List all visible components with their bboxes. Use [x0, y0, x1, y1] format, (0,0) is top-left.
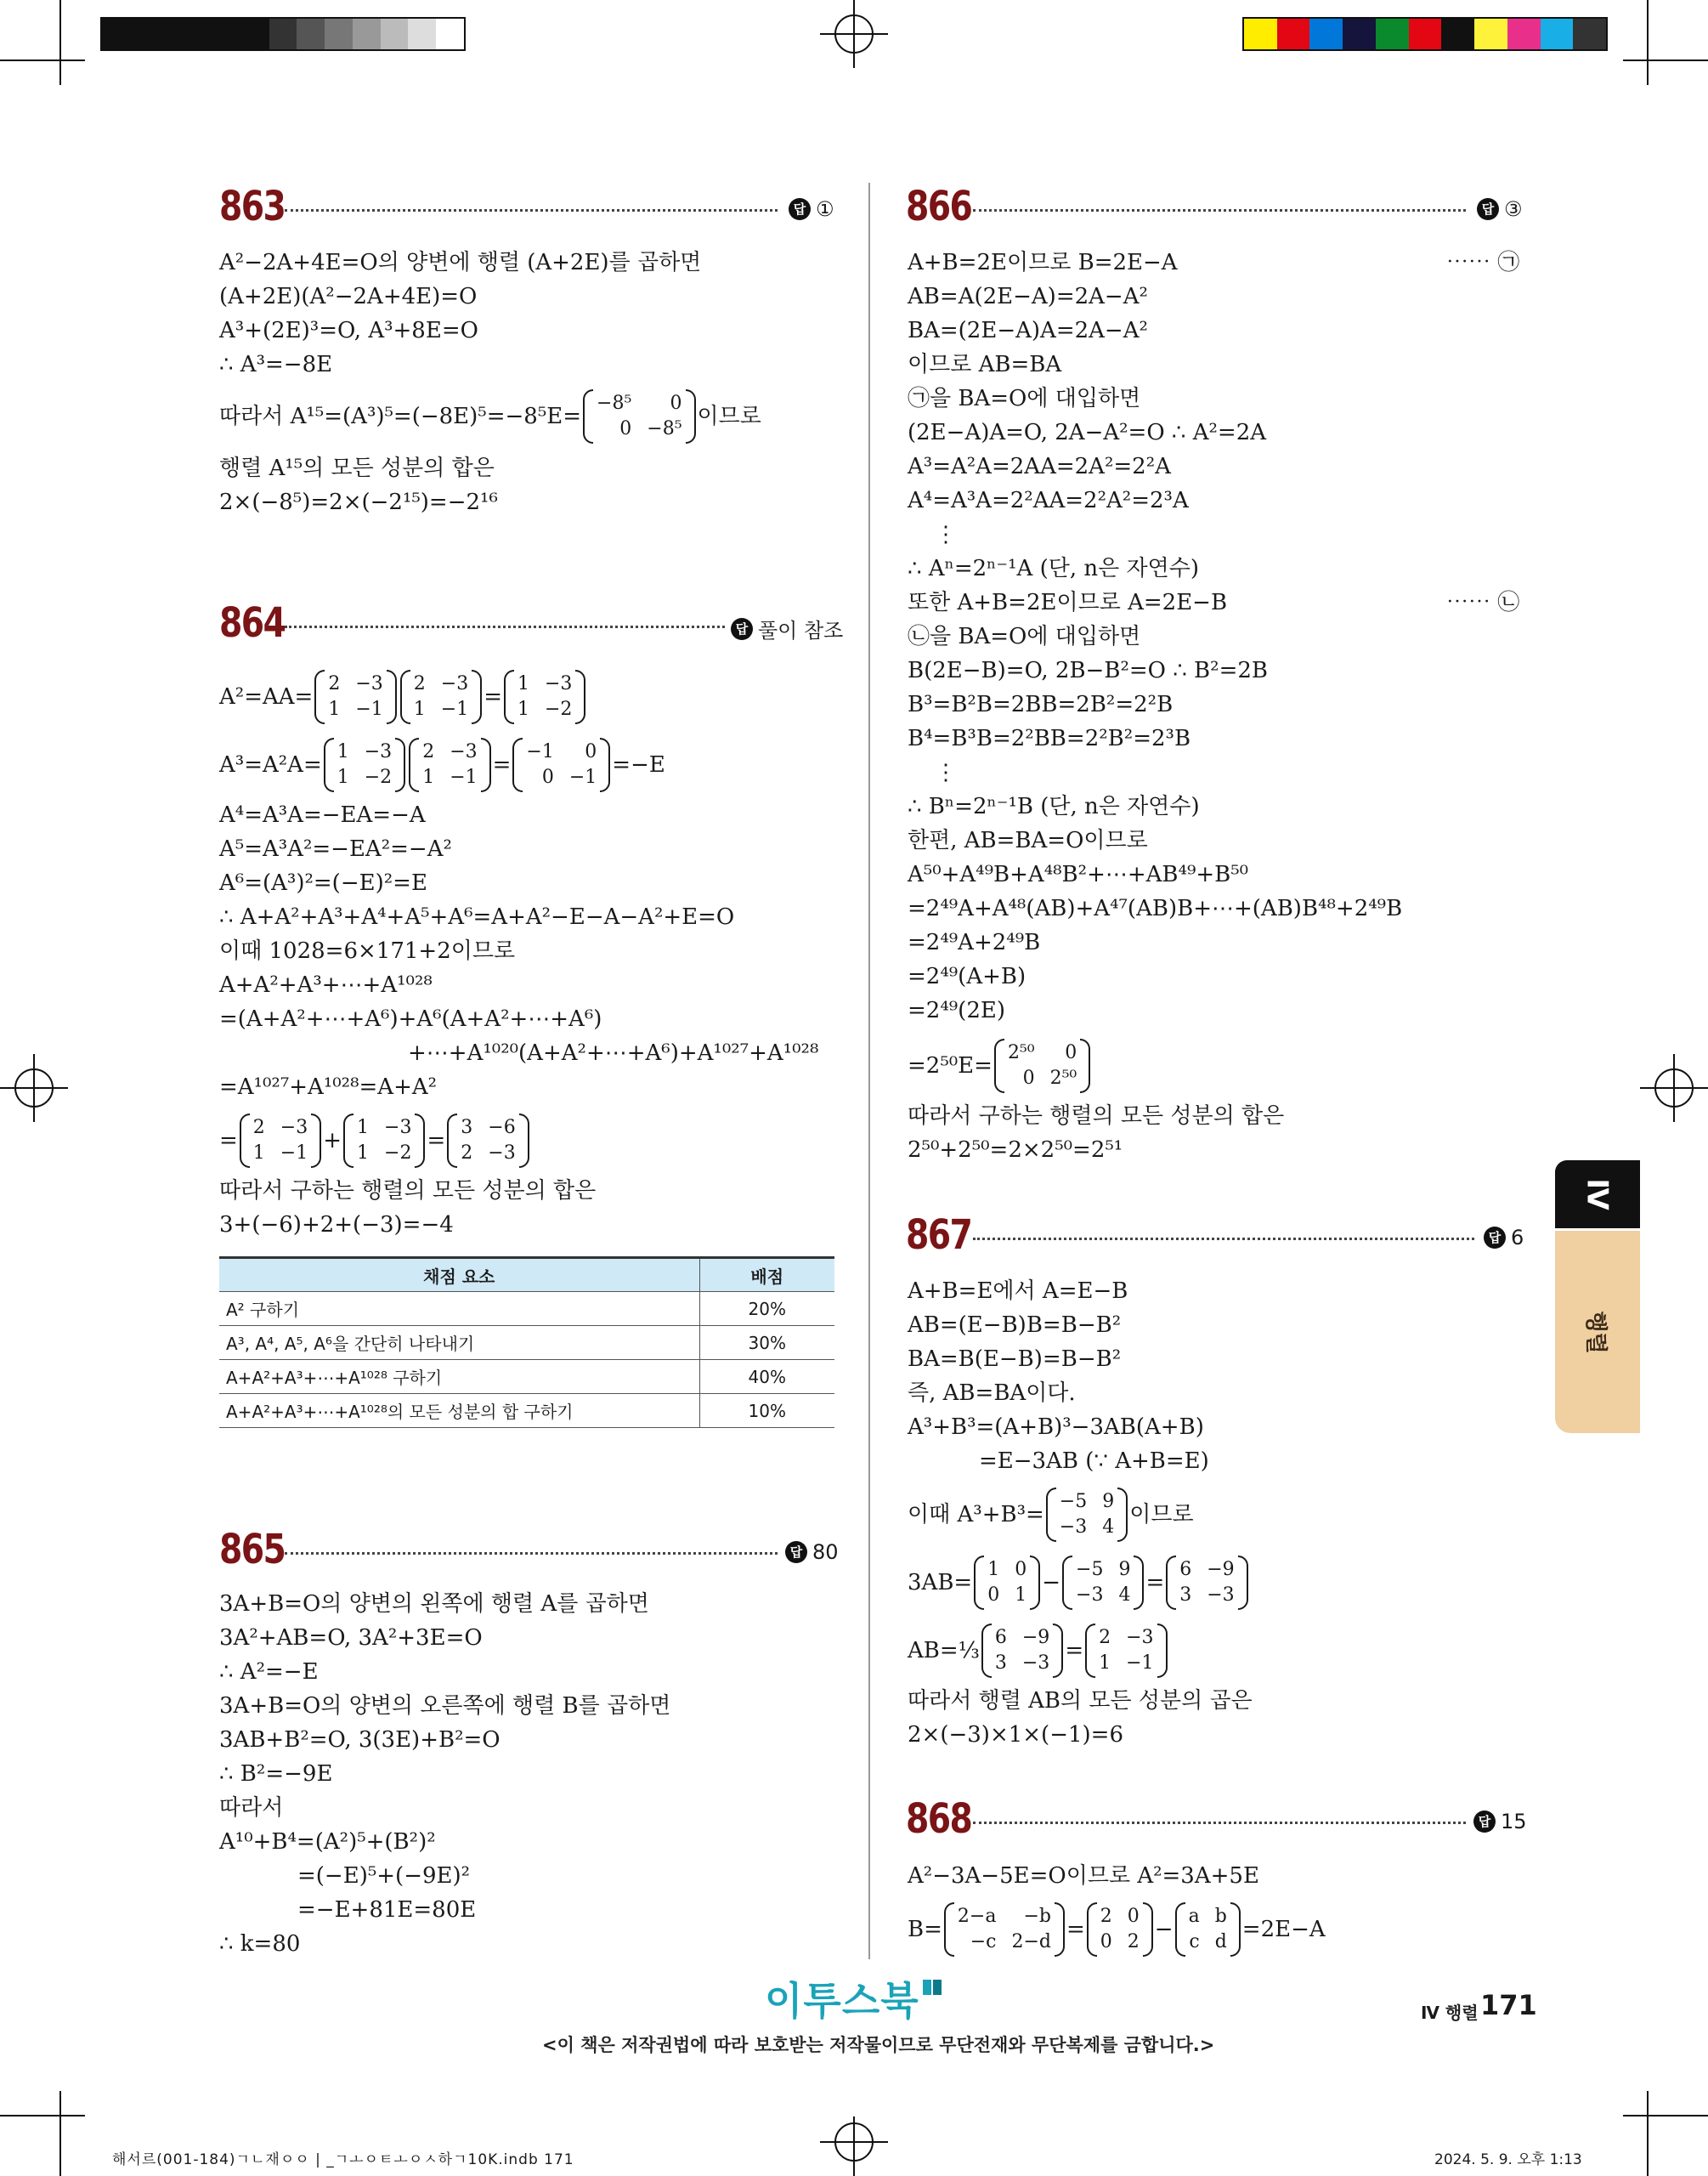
color-swatch: [1441, 19, 1474, 49]
matrix-entry: −1: [568, 767, 597, 788]
matrix-entry: −2: [545, 699, 573, 720]
leader-dots: [285, 1552, 778, 1555]
leader-dots: [973, 1238, 1474, 1240]
matrix-left-bracket: [324, 738, 334, 792]
matrix-entries: [1176, 1557, 1237, 1608]
matrix-entry: 9: [1102, 1491, 1115, 1512]
matrix-entry: −3: [384, 1117, 412, 1138]
table-row: A+A²+A³+⋯+A¹⁰²⁸ 구하기 40%: [219, 1360, 834, 1394]
matrix-left-bracket: [944, 1902, 954, 1957]
matrix-entry: 2: [422, 741, 435, 762]
solution-line: 한편, AB=BA=O이므로: [908, 828, 1148, 853]
color-swatch: [1507, 19, 1541, 49]
color-swatch: [1309, 19, 1343, 49]
matrix-entry: −3: [1207, 1584, 1235, 1606]
matrix-entry: 0: [1065, 1042, 1077, 1063]
matrix-entry: −9: [1207, 1559, 1235, 1580]
crop-mark: [1623, 60, 1708, 61]
solution-line: 따라서 구하는 행렬의 모든 성분의 합은: [908, 1103, 1285, 1129]
matrix-right-bracket: [1053, 1624, 1063, 1678]
matrix-entry: −3: [280, 1117, 308, 1138]
matrix-entry: 1: [337, 741, 349, 762]
matrix-entry: 1: [252, 1142, 265, 1164]
solution-line: =2⁴⁹A+2⁴⁹B: [908, 930, 1041, 955]
solution-line: 3+(−6)+2+(−3)=−4: [219, 1212, 454, 1238]
matrix-entry: 3: [1179, 1584, 1192, 1606]
matrix-right-bracket: [519, 1114, 529, 1168]
matrix: [400, 670, 482, 724]
matrix-left-bracket: [409, 738, 419, 792]
solution-line: B= 2−a −b −c 2−d = 2 0 0 2 − a b c d =2E−A: [908, 1897, 1326, 1962]
matrix-left-bracket: [314, 670, 325, 724]
matrix-entry: 2⁵⁰: [1049, 1068, 1077, 1089]
matrix-entry: −2: [384, 1142, 412, 1164]
matrix-entries: [593, 391, 686, 442]
matrix-entries: [353, 1115, 415, 1166]
matrix: [324, 738, 405, 792]
matrix-right-bracket: [395, 738, 405, 792]
matrix-left-bracket: [447, 1114, 457, 1168]
solution-line: =2⁵⁰E= 2⁵⁰ 0 0 2⁵⁰: [908, 1034, 1092, 1098]
color-swatch: [1573, 19, 1606, 49]
matrix-entries: [514, 672, 575, 722]
registration-mark-icon: [1640, 1046, 1708, 1130]
answer-label: 답 15: [1473, 1810, 1527, 1833]
color-swatch: [1541, 19, 1574, 49]
table-header: 배점: [699, 1258, 834, 1292]
matrix-entry: −1: [1126, 1652, 1154, 1674]
solution-line: A⁴=A³A=−EA=−A: [219, 802, 426, 828]
solution-line: 따라서 행렬 AB의 모든 성분의 곱은: [908, 1688, 1253, 1714]
matrix-entry: 3: [461, 1117, 473, 1138]
registration-mark-icon: [812, 2116, 896, 2176]
matrix-entries: [523, 740, 600, 790]
matrix: [1175, 1902, 1241, 1957]
matrix-entry: c: [1189, 1931, 1200, 1952]
chapter-footer: Ⅳ 행렬: [1421, 2003, 1479, 2023]
solution-line: = 2 −3 1 −1 + 1 −3 1 −2 = 3 −6 2 −3: [219, 1108, 531, 1173]
matrix-entry: 6: [1179, 1559, 1192, 1580]
solution-line: =A¹⁰²⁷+A¹⁰²⁸=A+A²: [219, 1074, 438, 1100]
leader-dots: [285, 209, 778, 212]
matrix-entries: [954, 1904, 1055, 1955]
matrix-entry: 0: [1127, 1906, 1140, 1927]
matrix: [583, 389, 696, 444]
matrix: [409, 738, 490, 792]
matrix: [944, 1902, 1065, 1957]
crop-mark: [59, 2091, 61, 2176]
solution-line: ∴ k=80: [219, 1931, 301, 1957]
crop-mark: [59, 0, 61, 85]
color-swatch: [1244, 19, 1277, 49]
matrix-right-bracket: [1143, 1902, 1153, 1957]
matrix-left-bracket: [240, 1114, 250, 1168]
solution-line: 3AB+B²=O, 3(3E)+B²=O: [219, 1727, 501, 1753]
equation-tag: ⋯⋯ ㉡: [1446, 590, 1520, 615]
solution-line: 이므로 AB=BA: [908, 352, 1062, 377]
matrix-entry: 4: [1118, 1584, 1131, 1606]
solution-line: =−E+81E=80E: [297, 1897, 477, 1923]
matrix-entries: [334, 740, 395, 790]
matrix-entry: −3: [355, 673, 383, 694]
matrix-entry: −6: [488, 1117, 516, 1138]
matrix-entry: −2: [364, 767, 393, 788]
matrix-entry: 0: [1015, 1559, 1027, 1580]
color-swatch: [1376, 19, 1409, 49]
matrix-entry: 1: [413, 699, 426, 720]
matrix-entries: [1004, 1040, 1080, 1091]
matrix-entry: −c: [970, 1931, 997, 1952]
solution-line: 이때 1028=6×171+2이므로: [219, 938, 516, 964]
solution-line: A⁶=(A³)²=(−E)²=E: [219, 870, 427, 896]
matrix-entries: [419, 740, 480, 790]
solution-line: BA=B(E−B)=B−B²: [908, 1346, 1122, 1372]
chapter-tab: Ⅳ: [1555, 1160, 1640, 1228]
matrix-left-bracket: [1062, 1556, 1072, 1610]
solution-line: 따라서 A¹⁵=(A³)⁵=(−8E)⁵=−8⁵E= −8⁵ 0 0 −8⁵ 이므로: [219, 384, 761, 449]
solution-line: =(−E)⁵+(−9E)²: [297, 1863, 471, 1889]
solution-line: BA=(2E−A)A=2A−A²: [908, 318, 1148, 343]
answer-badge-icon: 답: [1484, 1227, 1506, 1249]
leader-dots: [973, 1822, 1466, 1824]
matrix-entry: 1: [328, 699, 341, 720]
matrix-right-bracket: [1055, 1902, 1065, 1957]
solution-line: A²=AA= 2 −3 1 −1 2 −3 1 −1 = 1 −3 1 −2: [219, 665, 587, 729]
equation-tag: ⋯⋯ ㉠: [1446, 250, 1520, 275]
solution-line: 2×(−8⁵)=2×(−2¹⁵)=−2¹⁶: [219, 490, 498, 515]
matrix-entries: [992, 1625, 1053, 1676]
matrix-entry: 2: [1127, 1931, 1140, 1952]
solution-line: (2E−A)A=O, 2A−A²=O ∴ A²=2A: [908, 420, 1267, 445]
answer-label: 답 80: [785, 1540, 839, 1564]
matrix-entry: −3: [364, 741, 393, 762]
matrix-right-bracket: [472, 670, 482, 724]
matrix: [974, 1556, 1040, 1610]
matrix-entry: 2: [1100, 1906, 1112, 1927]
color-swatch: [1343, 19, 1376, 49]
problem-number: 864: [219, 599, 286, 647]
matrix-entry: −3: [1126, 1627, 1154, 1648]
solution-line: ∴ Aⁿ=2ⁿ⁻¹A (단, n은 자연수): [908, 556, 1200, 581]
solution-line: A³+(2E)³=O, A³+8E=O: [219, 318, 478, 343]
matrix-entry: 0: [987, 1584, 1000, 1606]
solution-line: A²−3A−5E=O이므로 A²=3A+5E: [908, 1863, 1259, 1889]
matrix-entry: 0: [619, 418, 632, 439]
solution-line: A⁵=A³A²=−EA²=−A²: [219, 836, 452, 862]
chapter-tab-label: 행렬: [1555, 1231, 1640, 1433]
matrix-entry: −1: [450, 767, 478, 788]
leader-dots: [973, 209, 1466, 212]
crop-mark: [0, 2115, 85, 2116]
solution-line: 따라서 구하는 행렬의 모든 성분의 합은: [219, 1178, 597, 1204]
solution-line: ∴ B²=−9E: [219, 1761, 333, 1787]
matrix-entry: 2: [1099, 1627, 1111, 1648]
matrix-entry: 2⁵⁰: [1007, 1042, 1035, 1063]
matrix-left-bracket: [1175, 1902, 1185, 1957]
matrix-entry: −1: [280, 1142, 308, 1164]
matrix-entry: −3: [1021, 1652, 1050, 1674]
solution-line: +⋯+A¹⁰²⁰(A+A²+⋯+A⁶)+A¹⁰²⁷+A¹⁰²⁸: [408, 1040, 819, 1066]
crop-mark: [1647, 2091, 1649, 2176]
solution-line: ⋮: [935, 760, 957, 785]
color-calibration-bar: [1242, 17, 1608, 51]
matrix-left-bracket: [504, 670, 514, 724]
book-icon: [921, 1976, 943, 1998]
solution-line: 3A+B=O의 양변의 왼쪽에 행렬 A를 곱하면: [219, 1591, 649, 1617]
matrix: [1062, 1556, 1144, 1610]
answer-badge-icon: 답: [785, 1541, 807, 1563]
matrix-entry: −9: [1021, 1627, 1050, 1648]
copyright-notice: <이 책은 저작권법에 따라 보호받는 저작물이므로 무단전재와 무단복제를 금합니다.>: [542, 2035, 1215, 2055]
solution-line: A+B=2E이므로 B=2E−A: [908, 250, 1178, 275]
matrix-left-bracket: [1046, 1488, 1056, 1542]
matrix-entries: [250, 1115, 311, 1166]
solution-line: =2⁴⁹(2E): [908, 998, 1005, 1023]
matrix-entry: 0: [1022, 1068, 1035, 1089]
matrix: [314, 670, 396, 724]
solution-line: B(2E−B)=O, 2B−B²=O ∴ B²=2B: [908, 658, 1269, 683]
matrix-entry: −3: [488, 1142, 516, 1164]
matrix-left-bracket: [1166, 1556, 1176, 1610]
matrix-entries: [325, 672, 386, 722]
matrix-entries: [1185, 1904, 1230, 1955]
crop-mark: [1647, 0, 1649, 85]
matrix-right-bracket: [600, 738, 610, 792]
matrix-entry: 2: [328, 673, 341, 694]
matrix-entry: 1: [517, 699, 529, 720]
solution-line: B⁴=B³B=2²BB=2²B²=2³B: [908, 726, 1191, 751]
solution-line: A³=A²A= 1 −3 1 −2 2 −3 1 −1 = −1 0 0 −1 =−E: [219, 733, 665, 797]
solution-line: ⋮: [935, 522, 957, 547]
solution-line: ∴ A²=−E: [219, 1659, 319, 1685]
publisher-logo: 이투스북: [765, 1970, 943, 2026]
matrix: [1087, 1902, 1153, 1957]
solution-line: AB=A(2E−A)=2A−A²: [908, 284, 1148, 309]
answer-label: 답 ①: [789, 197, 834, 221]
matrix-entry: 2: [413, 673, 426, 694]
solution-line: A⁵⁰+A⁴⁹B+A⁴⁸B²+⋯+AB⁴⁹+B⁵⁰: [908, 862, 1249, 887]
matrix-entry: −3: [440, 673, 469, 694]
matrix-left-bracket: [1085, 1624, 1095, 1678]
matrix-entry: −3: [1059, 1516, 1088, 1538]
column-divider: [868, 183, 870, 1959]
gray-calibration-bar: [100, 17, 466, 51]
solution-line: =2⁴⁹A+A⁴⁸(AB)+A⁴⁷(AB)B+⋯+(AB)B⁴⁸+2⁴⁹B: [908, 896, 1403, 921]
matrix-entry: 4: [1102, 1516, 1115, 1538]
solution-line: 또한 A+B=2E이므로 A=2E−B: [908, 590, 1228, 615]
matrix-left-bracket: [583, 389, 593, 444]
matrix-entry: −8⁵: [647, 418, 682, 439]
matrix-entry: −3: [545, 673, 573, 694]
matrix-entry: −b: [1023, 1906, 1051, 1927]
solution-line: 따라서: [219, 1795, 284, 1821]
solution-line: AB=(E−B)B=B−B²: [908, 1312, 1122, 1338]
crop-mark: [1623, 2115, 1708, 2116]
solution-line: ㉠을 BA=O에 대입하면: [908, 386, 1141, 411]
matrix-entry: 2: [252, 1117, 265, 1138]
matrix-left-bracket: [1087, 1902, 1097, 1957]
solution-line: A¹⁰+B⁴=(A²)⁵+(B²)²: [219, 1829, 436, 1855]
solution-line: ∴ A+A²+A³+A⁴+A⁵+A⁶=A+A²−E−A−A²+E=O: [219, 904, 735, 930]
matrix-entry: −5: [1076, 1559, 1104, 1580]
answer-label: 답 ③: [1477, 197, 1523, 221]
matrix-entry: 1: [422, 767, 435, 788]
matrix-right-bracket: [311, 1114, 321, 1168]
matrix-entry: −1: [526, 741, 554, 762]
matrix-right-bracket: [415, 1114, 425, 1168]
answer-badge-icon: 답: [789, 198, 811, 220]
table-row: A³, A⁴, A⁵, A⁶을 간단히 나타내기 30%: [219, 1326, 834, 1360]
matrix-right-bracket: [686, 389, 696, 444]
matrix-right-bracket: [1080, 1039, 1090, 1093]
table-row: A² 구하기 20%: [219, 1292, 834, 1326]
matrix-left-bracket: [994, 1039, 1004, 1093]
matrix-left-bracket: [981, 1624, 992, 1678]
matrix-entry: 1: [357, 1142, 370, 1164]
matrix-entries: [984, 1557, 1030, 1608]
matrix: [1085, 1624, 1167, 1678]
matrix-right-bracket: [1157, 1624, 1168, 1678]
solution-line: (A+2E)(A²−2A+4E)=O: [219, 284, 478, 309]
solution-line: =(A+A²+⋯+A⁶)+A⁶(A+A²+⋯+A⁶): [219, 1006, 602, 1032]
file-info: 해서르(001-184)ㄱㄴ재ㅇㅇ | _ㄱㅗㅇㅌㅗㅇㅅ하ㄱ10K.indb 171: [112, 2151, 574, 2168]
matrix-entry: 0: [585, 741, 597, 762]
matrix-right-bracket: [1117, 1488, 1128, 1542]
matrix-entry: 1: [1099, 1652, 1111, 1674]
matrix-entry: 1: [1015, 1584, 1027, 1606]
matrix-entry: b: [1214, 1906, 1227, 1927]
matrix-left-bracket: [400, 670, 410, 724]
solution-line: A²−2A+4E=O의 양변에 행렬 (A+2E)를 곱하면: [219, 250, 702, 275]
matrix: [512, 738, 610, 792]
registration-mark-icon: [0, 1046, 68, 1130]
matrix-entry: 2−d: [1011, 1931, 1051, 1952]
color-swatch: [1474, 19, 1507, 49]
problem-number: 863: [219, 183, 286, 230]
crop-mark: [0, 60, 85, 61]
color-swatch: [1277, 19, 1310, 49]
solution-line: 즉, AB=BA이다.: [908, 1380, 1076, 1406]
matrix-entry: −3: [1076, 1584, 1104, 1606]
matrix-right-bracket: [387, 670, 397, 724]
page-number: 171: [1480, 1989, 1537, 2021]
problem-number: 867: [906, 1211, 972, 1259]
color-swatch: [1409, 19, 1442, 49]
matrix-entries: [1095, 1625, 1157, 1676]
matrix: [343, 1114, 425, 1168]
matrix-entry: 0: [670, 393, 682, 414]
solution-line: AB=⅓ 6 −9 3 −3 = 2 −3 1 −1: [908, 1618, 1169, 1683]
matrix-left-bracket: [974, 1556, 984, 1610]
matrix-entry: −1: [355, 699, 383, 720]
matrix-right-bracket: [1030, 1556, 1040, 1610]
print-date: 2024. 5. 9. 오후 1:13: [1434, 2151, 1582, 2168]
matrix-entry: 0: [1100, 1931, 1112, 1952]
solution-line: 2⁵⁰+2⁵⁰=2×2⁵⁰=2⁵¹: [908, 1137, 1123, 1163]
matrix-entry: −8⁵: [597, 393, 632, 414]
matrix-entry: 2: [461, 1142, 473, 1164]
matrix-entry: 2−a: [957, 1906, 997, 1927]
matrix-entry: 0: [541, 767, 554, 788]
solution-line: ㉡을 BA=O에 대입하면: [908, 624, 1141, 649]
matrix-entry: 3: [994, 1652, 1007, 1674]
solution-line: 2×(−3)×1×(−1)=6: [908, 1722, 1123, 1748]
matrix-right-bracket: [575, 670, 585, 724]
matrix-entries: [457, 1115, 518, 1166]
problem-number: 865: [219, 1526, 286, 1573]
matrix-entry: d: [1214, 1931, 1227, 1952]
matrix: [1166, 1556, 1247, 1610]
solution-line: A⁴=A³A=2²AA=2²A²=2³A: [908, 488, 1189, 513]
solution-line: 3A²+AB=O, 3A²+3E=O: [219, 1625, 483, 1651]
answer-badge-icon: 답: [1473, 1810, 1496, 1833]
matrix-entries: [410, 672, 472, 722]
matrix-entry: 1: [357, 1117, 370, 1138]
matrix-entry: 1: [517, 673, 529, 694]
matrix-entry: −5: [1059, 1491, 1088, 1512]
matrix-right-bracket: [481, 738, 491, 792]
matrix-right-bracket: [1238, 1556, 1248, 1610]
matrix-entry: 6: [994, 1627, 1007, 1648]
solution-line: 이때 A³+B³= −5 9 −3 4 이므로: [908, 1482, 1194, 1547]
problem-number: 866: [906, 183, 972, 230]
matrix: [447, 1114, 529, 1168]
matrix-right-bracket: [1230, 1902, 1241, 1957]
grading-table: [219, 1256, 834, 1428]
matrix: [981, 1624, 1063, 1678]
solution-line: ∴ Bⁿ=2ⁿ⁻¹B (단, n은 자연수): [908, 794, 1200, 819]
matrix-entry: −3: [450, 741, 478, 762]
solution-line: A+B=E에서 A=E−B: [908, 1278, 1128, 1304]
matrix-left-bracket: [343, 1114, 353, 1168]
matrix: [240, 1114, 321, 1168]
matrix-entry: −1: [440, 699, 469, 720]
solution-line: =E−3AB (∵ A+B=E): [979, 1448, 1209, 1474]
matrix-entries: [1097, 1904, 1143, 1955]
answer-badge-icon: 답: [1477, 198, 1499, 220]
solution-line: 3AB= 1 0 0 1 − −5 9 −3 4 = 6 −9 3 −3: [908, 1550, 1250, 1615]
matrix-entry: 1: [337, 767, 349, 788]
answer-badge-icon: 답: [731, 618, 753, 640]
leader-dots: [285, 626, 725, 628]
matrix-entries: [1056, 1489, 1117, 1540]
matrix: [994, 1039, 1090, 1093]
matrix-left-bracket: [512, 738, 523, 792]
solution-line: B³=B²B=2BB=2B²=2²B: [908, 692, 1174, 717]
matrix-entry: 1: [987, 1559, 1000, 1580]
solution-line: A³+B³=(A+B)³−3AB(A+B): [908, 1414, 1204, 1440]
table-row: A+A²+A³+⋯+A¹⁰²⁸의 모든 성분의 합 구하기 10%: [219, 1394, 834, 1428]
solution-line: 행렬 A¹⁵의 모든 성분의 합은: [219, 456, 495, 481]
solution-line: =2⁴⁹(A+B): [908, 964, 1026, 989]
problem-number: 868: [906, 1795, 972, 1843]
matrix: [504, 670, 585, 724]
solution-line: ∴ A³=−8E: [219, 352, 333, 377]
solution-line: A³=A²A=2AA=2A²=2²A: [908, 454, 1171, 479]
matrix: [1046, 1488, 1128, 1542]
answer-label: 답 풀이 참조: [731, 614, 843, 643]
table-header: 채점 요소: [219, 1258, 699, 1292]
solution-line: 3A+B=O의 양변의 오른쪽에 행렬 B를 곱하면: [219, 1693, 671, 1719]
matrix-entry: 9: [1118, 1559, 1131, 1580]
answer-label: 답 6: [1484, 1226, 1524, 1250]
matrix-entry: a: [1188, 1906, 1200, 1927]
matrix-entries: [1072, 1557, 1134, 1608]
registration-mark-icon: [812, 0, 896, 68]
matrix-right-bracket: [1134, 1556, 1144, 1610]
solution-line: A+A²+A³+⋯+A¹⁰²⁸: [219, 972, 433, 998]
